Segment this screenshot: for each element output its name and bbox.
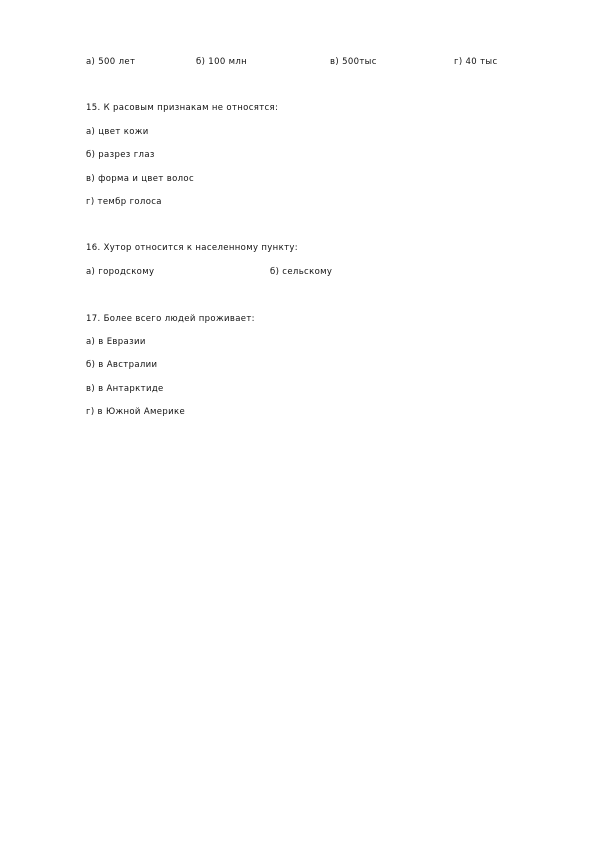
q16-question: 16. Хутор относится к населенному пункту: [86, 243, 298, 253]
q14-options-row [86, 57, 526, 68]
q16-options-row [86, 267, 386, 278]
q16-option-a: а) городскому [86, 267, 155, 277]
q17-option-d: г) в Южной Америке [86, 407, 186, 417]
q15-option-a: а) цвет кожи [86, 127, 149, 137]
q15-option-b: б) разрез глаз [86, 150, 155, 160]
q14-option-c: в) 500тыс [330, 57, 377, 67]
q17-question: 17. Более всего людей проживает: [86, 314, 255, 324]
q16-option-b: б) сельскому [270, 267, 333, 277]
q14-option-d: г) 40 тыс [454, 57, 498, 67]
q14-option-b: б) 100 млн [196, 57, 248, 67]
q15-option-d: г) тембр голоса [86, 197, 162, 207]
q15-option-c: в) форма и цвет волос [86, 174, 194, 184]
q17-option-c: в) в Антарктиде [86, 384, 164, 394]
q17-option-a: а) в Евразии [86, 337, 146, 347]
q15-question: 15. К расовым признакам не относятся: [86, 103, 279, 113]
q14-option-a: а) 500 лет [86, 57, 136, 67]
q17-option-b: б) в Австралии [86, 360, 158, 370]
